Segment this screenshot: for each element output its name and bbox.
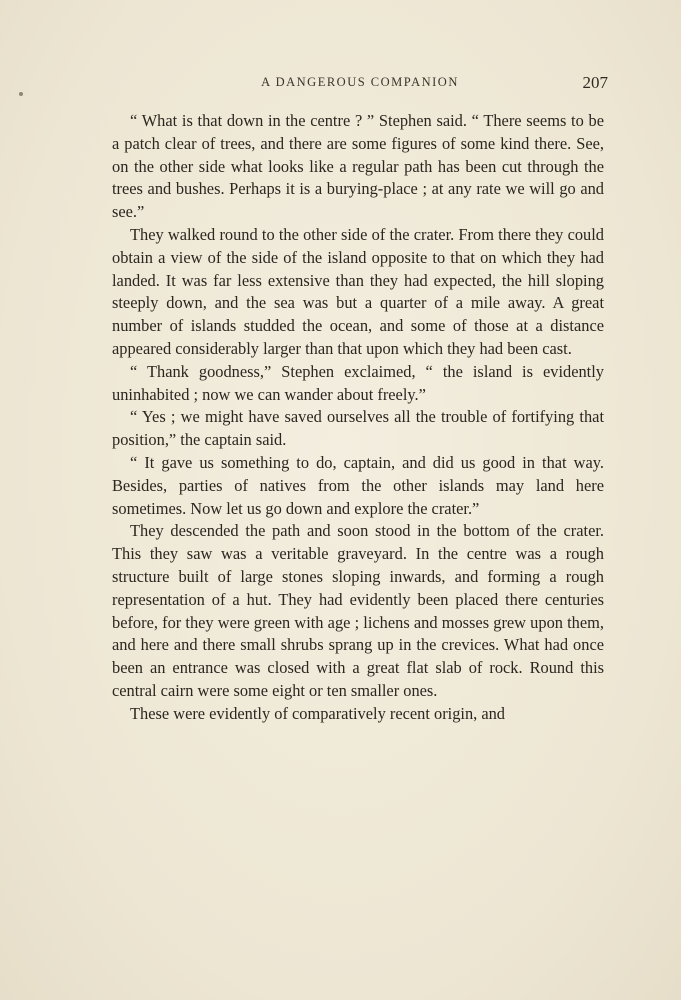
- running-title: A DANGEROUS COMPANION: [261, 75, 459, 89]
- paragraph-5: “ It gave us something to do, captain, and did us good in that way. Besides, parties of natives from the other islands may land here sometimes. Now let us go down and explore the crater.”: [112, 452, 604, 518]
- paragraph-6: They descended the path and soon stood in the bottom of the crater. This they saw was a veritable graveyard. In the centre was a rough structure built of large stones sloping inwards, and forming a rough representation of a hut. They had evidently been placed there centuries before, for they were green with age ; lichens and mosses grew upon them, and here and there small shrubs sprang up in the crevices. What had once been an entrance was closed with a great flat slab of rock. Round this central cairn were some eight or ten smaller ones.: [112, 521, 604, 700]
- paragraph-1: “ What is that down in the centre ? ” Stephen said. “ There seems to be a patch clear of trees, and there are some figures of some kind there. See, on the other side what looks like a regular path has been cut through the trees and bushes. Perhaps it is a burying-place ; at any rate we will go and see.”: [112, 111, 604, 222]
- paragraph-7: These were evidently of comparatively recent origin, and: [130, 703, 506, 723]
- paragraph-2: They walked round to the other side of the crater. From there they could obtain a view of the side of the island opposite to that on which they had landed. It was far less extensive than they had expected, the hill sloping steeply down, and the sea was but a quarter of a mile away. A great number of islands studded the ocean, and some of those at a distance appeared considerably larger than that upon which they had been cast.: [112, 224, 604, 358]
- paper-speck: [19, 92, 23, 96]
- paragraph-4: “ Yes ; we might have saved ourselves all the trouble of fortifying that position,” the captain said.: [112, 407, 604, 450]
- page-header: [112, 73, 608, 95]
- page-number: 207: [582, 73, 608, 92]
- body-text: [112, 110, 604, 726]
- paragraph-3: “ Thank goodness,” Stephen exclaimed, “ the island is evidently uninhabited ; now we can wander about freely.”: [112, 361, 604, 404]
